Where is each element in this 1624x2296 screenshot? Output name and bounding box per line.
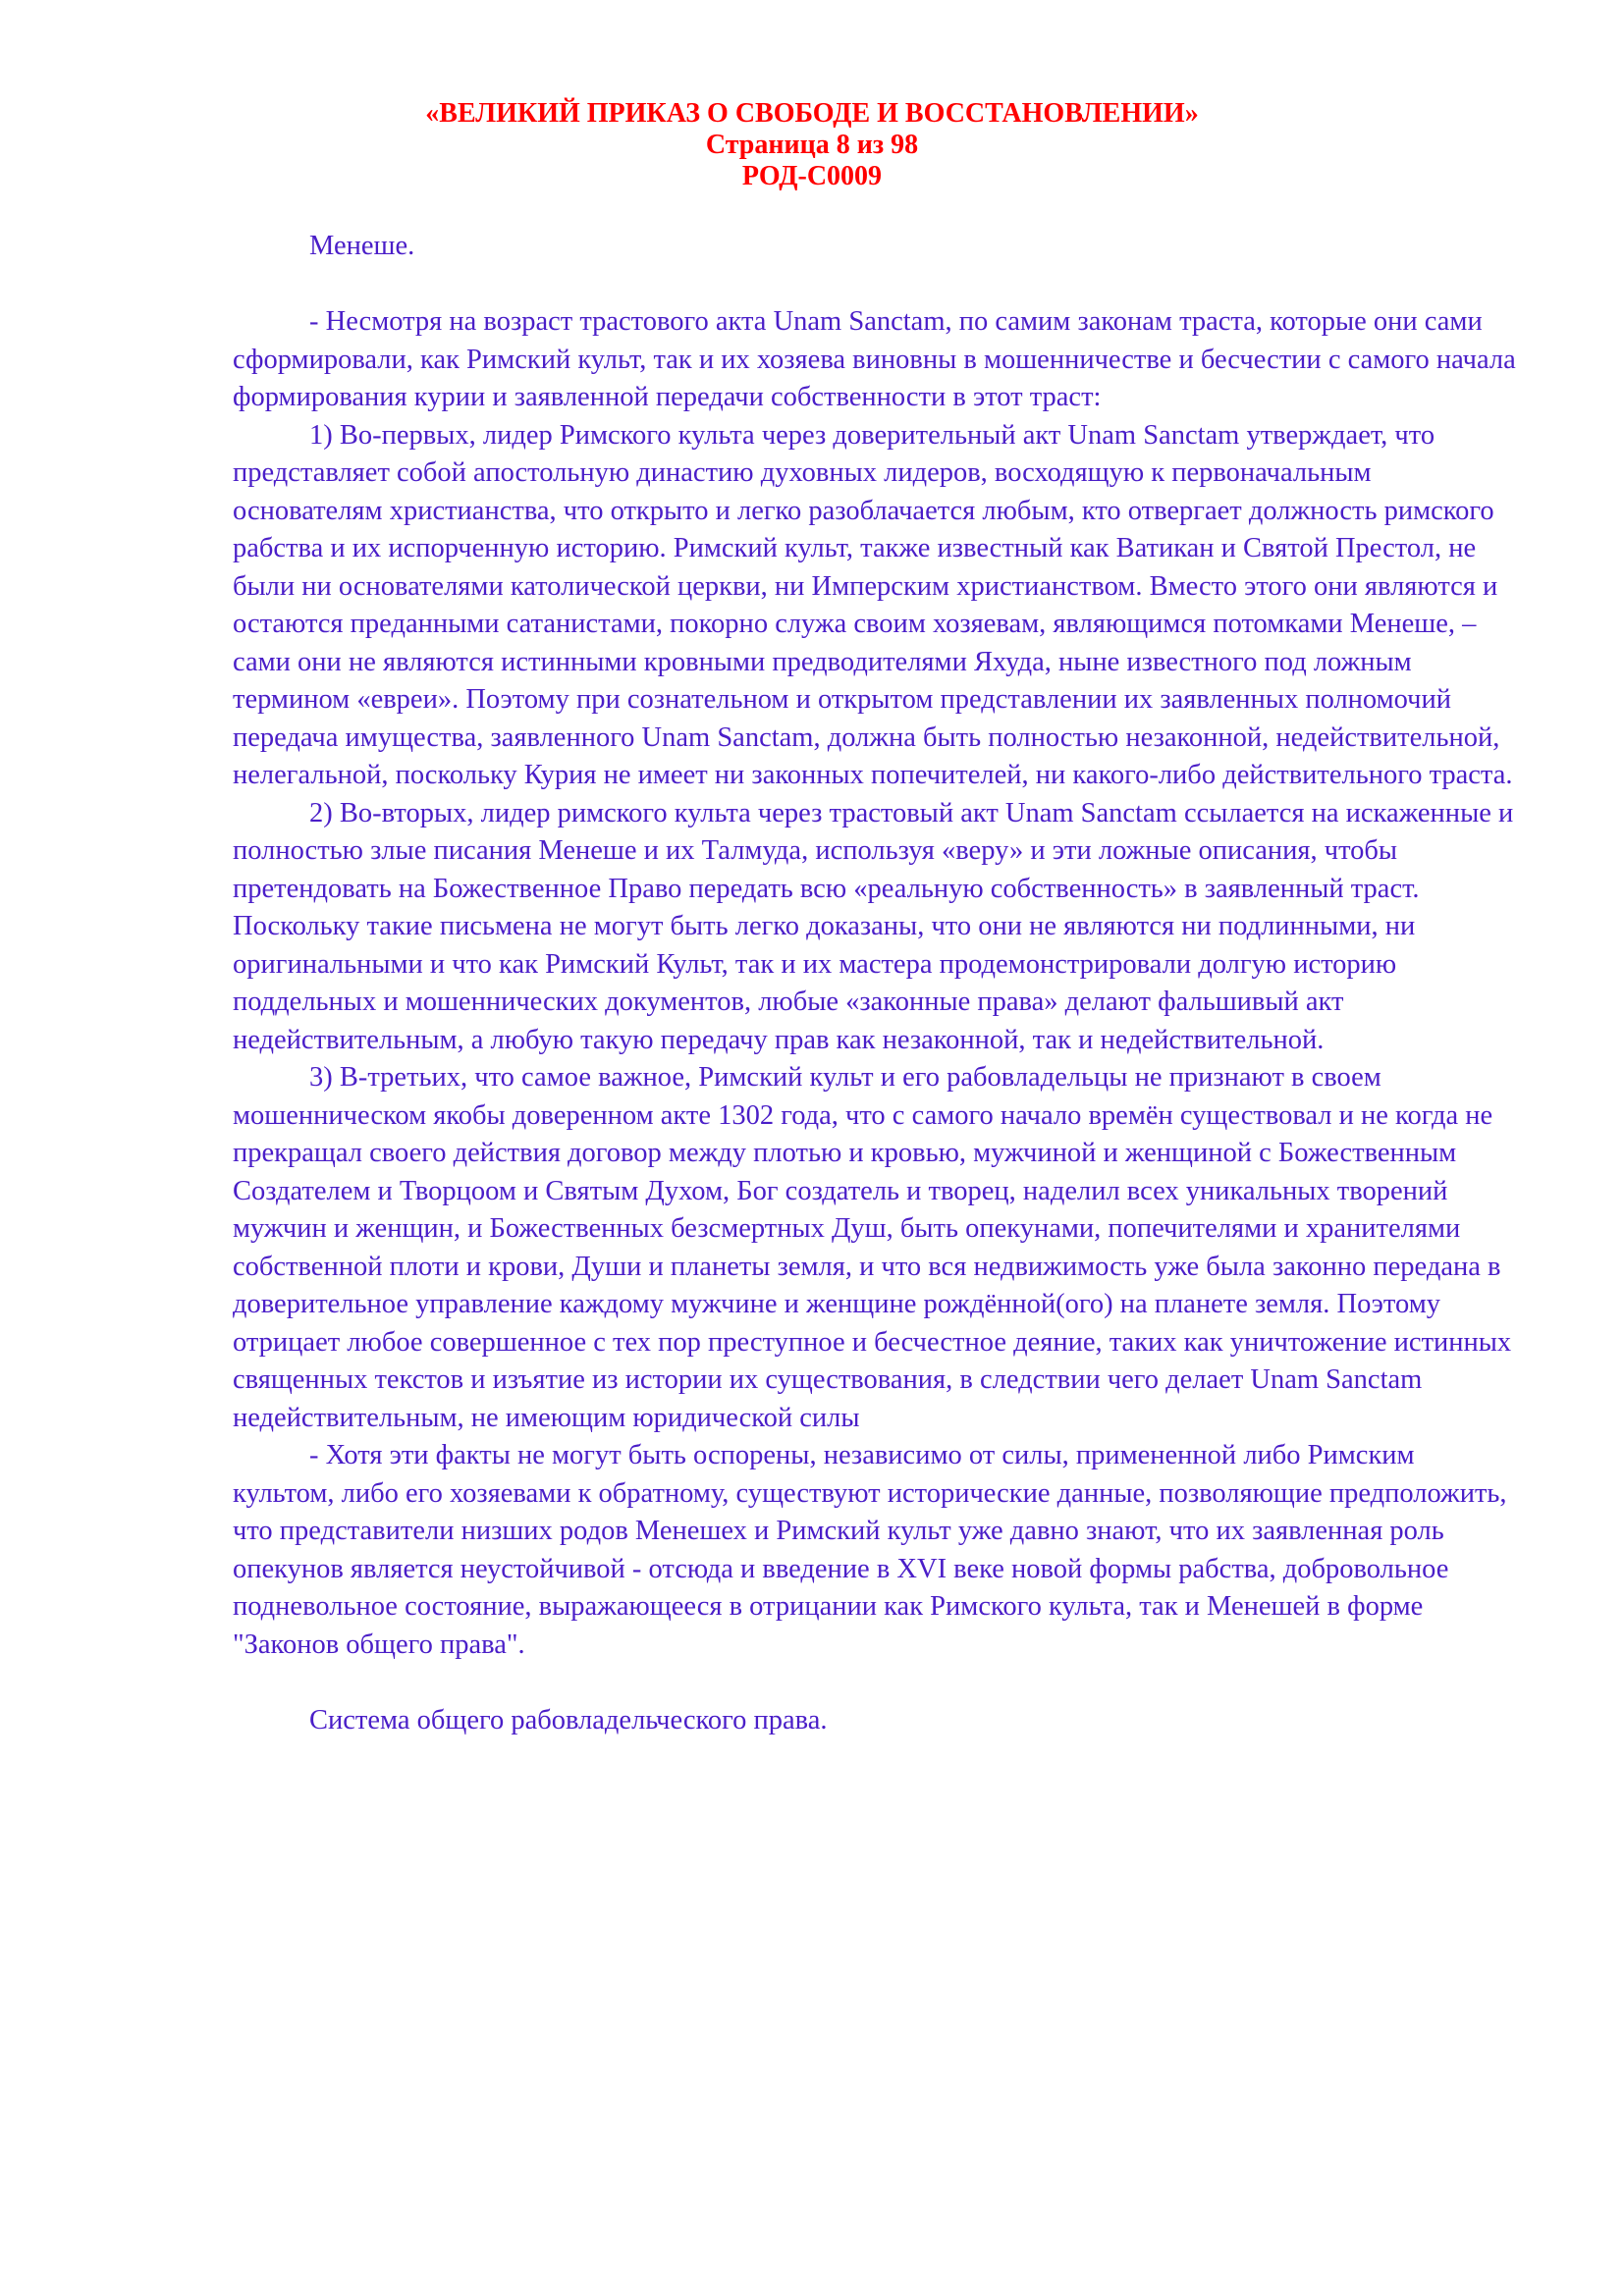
section-heading: Система общего рабовладельческого права.: [309, 1704, 828, 1735]
document-body: [233, 228, 1519, 1739]
paragraph-intro: - Несмотря на возраст трастового акта Unam Sanctam, по самим законам траста, которые они сами сформировали, как Римский культ, так и их хозяева виновны в мошенничестве и бесчестии с самого начала формирования курии и заявленной передачи собственности в этот траст:: [233, 306, 1516, 412]
page-number: Страница 8 из 98: [705, 130, 919, 160]
document-title: «ВЕЛИКИЙ ПРИКАЗ О СВОБОДЕ И ВОССТАНОВЛЕНИИ»: [425, 98, 1199, 129]
paragraph-point-1: 1) Во-первых, лидер Римского культа через доверительный акт Unam Sanctam утверждает, что представляет собой апостольную династию духовных лидеров, восходящую к первоначальным основателям христианства, что открыто и легко разоблачается любым, кто отвергает должность римского рабства и их испорченную историю. Римский культ, также известный как Ватикан и Святой Престол, не были ни основателями католической церкви, ни Имперским христианством. Вместо этого они являются и остаются преданными сатанистами, покорно служа своим хозяевам, являющимся потомками Менеше, – сами они не являются истинными кровными предводителями Яхуда, ныне известного под ложным термином «евреи». Поэтому при сознательном и открытом представлении их заявленных полномочий передача имущества, заявленного Unam Sanctam, должна быть полностью незаконной, недействительной, нелегальной, поскольку Курия не имеет ни законных попечителей, ни какого-либо действительного траста.: [233, 419, 1513, 790]
paragraph-spacer: [233, 266, 1519, 304]
paragraph-meneshe: Менеше.: [309, 231, 415, 261]
paragraph-conclusion: - Хотя эти факты не могут быть оспорены, независимо от силы, примененной либо Римским культом, либо его хозяевами к обратному, существуют исторические данные, позволяющие предположить, что представители низших родов Менешех и Римский культ уже давно знают, что их заявленная роль опекунов является неустойчивой - отсюда и введение в XVI веке новой формы рабства, добровольное подневольное состояние, выражающееся в отрицании как Римского культа, так и Менешей в форме "Законов общего права".: [233, 1440, 1507, 1660]
page-header: [0, 98, 1624, 192]
paragraph-point-3: 3) В-третьих, что самое важное, Римский культ и его рабовладельцы не признают в своем мошенническом якобы доверенном акте 1302 года, что с самого начало времён существовал и не когда не прекращал своего действия договор между плотью и кровью, мужчиной и женщиной с Божественным Создателем и Творцоом и Святым Духом, Бог создатель и творец, наделил всех уникальных творений мужчин и женщин, и Божественных безсмертных Душ, быть опекунами, попечителями и хранителями собственной плоти и крови, Души и планеты земля, и что вся недвижимость уже была законно передана в доверительное управление каждому мужчине и женщине рождённой(ого) на планете земля. Поэтому отрицает любое совершенное с тех пор преступное и бесчестное деяние, таких как уничтожение истинных священных текстов и изъятие из истории их существования, в следствии чего делает Unam Sanctam недействительным, не имеющим юридической силы: [233, 1062, 1512, 1433]
paragraph-spacer: [233, 1664, 1519, 1702]
paragraph-point-2: 2) Во-вторых, лидер римского культа через трастовый акт Unam Sanctam ссылается на искаженные и полностью злые писания Менеше и их Талмуда, используя «веру» и эти ложные описания, чтобы претендовать на Божественное Право передать всю «реальную собственность» в заявленный траст. Поскольку такие письмена не могут быть легко доказаны, что они не являются ни подлинными, ни оригинальными и что как Римский Культ, так и их мастера продемонстрировали долгую историю поддельных и мошеннических документов, любые «законные права» делают фальшивый акт недействительным, а любую такую передачу прав как незаконной, так и недействительной.: [233, 797, 1514, 1055]
document-code: РОД-С0009: [741, 161, 883, 191]
